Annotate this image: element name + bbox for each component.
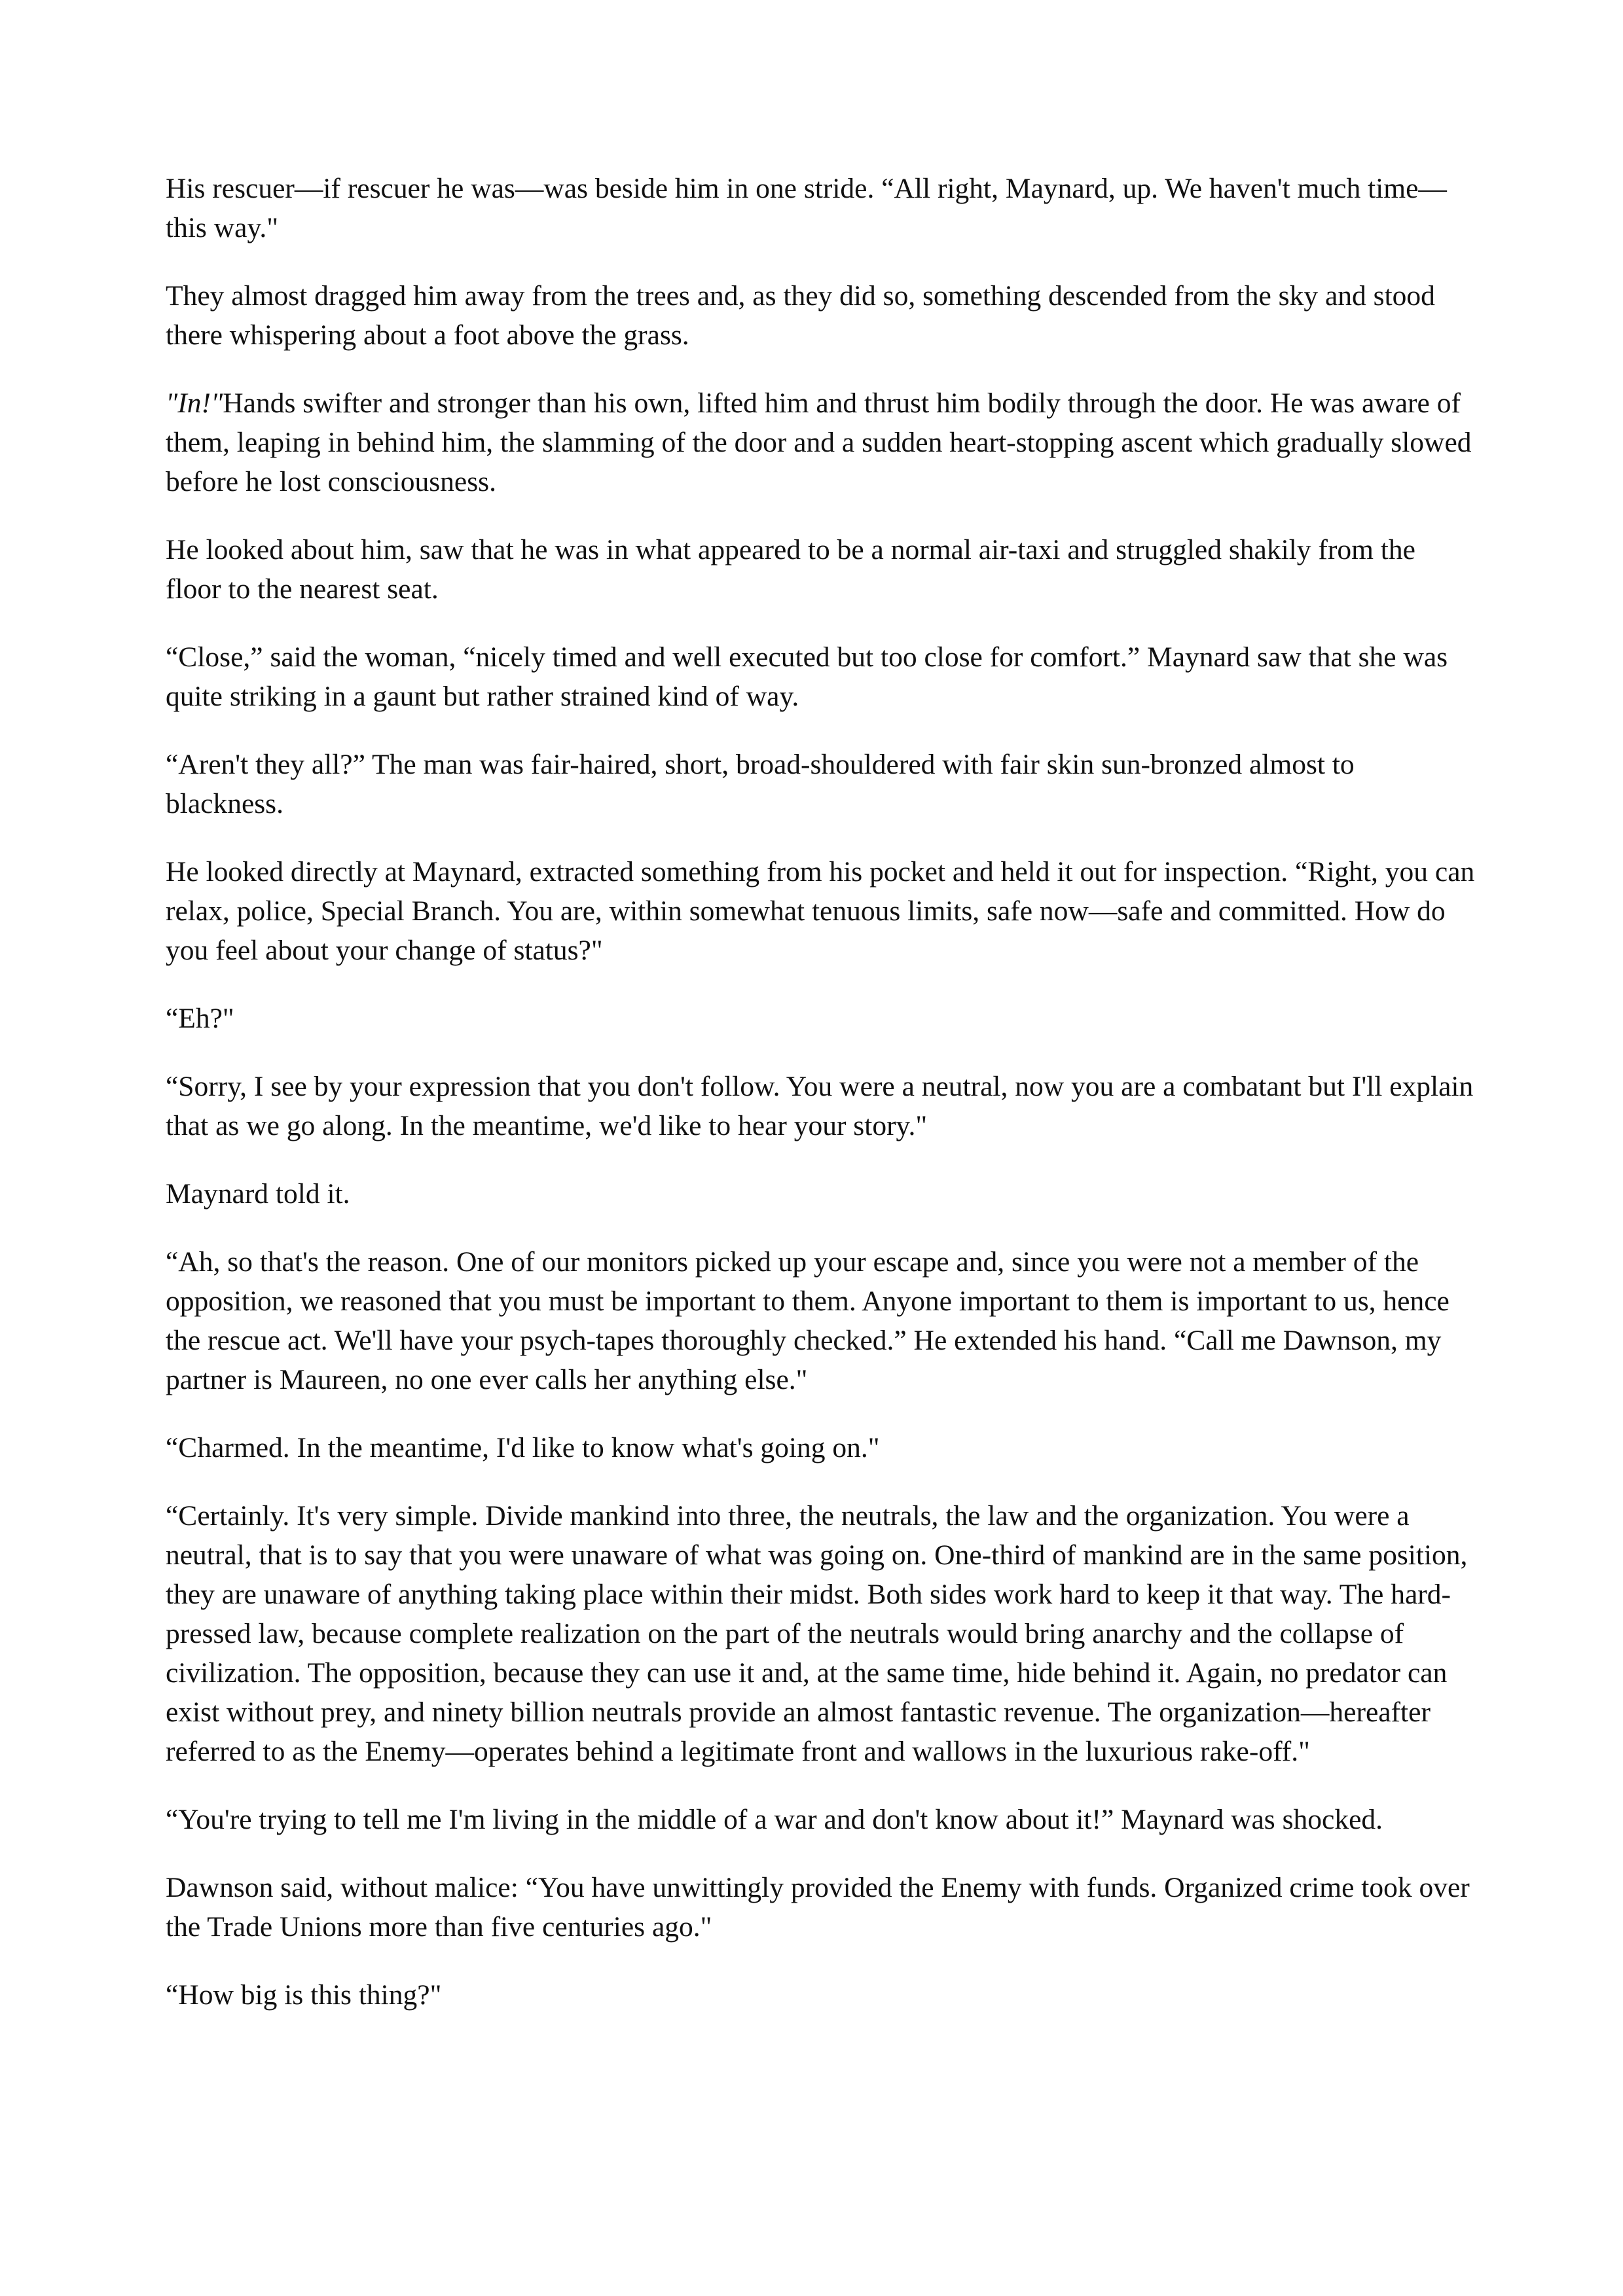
paragraph-3-italic-exclamation: "In!" (166, 387, 223, 419)
paragraph-10: Maynard told it. (166, 1178, 350, 1210)
paragraph-5: “Close,” said the woman, “nicely timed and well executed but too close for comfort.” Maynard saw that she was quite striking in a gaunt but rather strained kind of way. (166, 641, 1448, 712)
paragraph-9: “Sorry, I see by your expression that you don't follow. You were a neutral, now you are a combatant but I'll explain that as we go along. In the meantime, we'd like to hear your story." (166, 1071, 1474, 1141)
paragraph-15: Dawnson said, without malice: “You have unwittingly provided the Enemy with funds. Organized crime took over the Trade Unions more than five centuries ago." (166, 1872, 1470, 1943)
paragraph-16: “How big is this thing?" (166, 1979, 442, 2011)
paragraph-13: “Certainly. It's very simple. Divide mankind into three, the neutrals, the law and the organization. You were a neutral, that is to say that you were unaware of what was going on. One-third of mankind are in the same position, they are unaware of anything taking place within their midst. Both sides work hard to keep it that way. The hard-pressed law, because complete realization on the part of the neutrals would bring anarchy and the collapse of civilization. The opposition, because they can use it and, at the same time, hide behind it. Again, no predator can exist without prey, and ninety billion neutrals provide an almost fantastic revenue. The organization—hereafter referred to as the Enemy—operates behind a legitimate front and wallows in the luxurious rake-off." (166, 1500, 1468, 1767)
document-page (166, 169, 1475, 2043)
paragraph-3 (166, 384, 1475, 501)
paragraph-6: “Aren't they all?” The man was fair-haired, short, broad-shouldered with fair skin sun-bronzed almost to blackness. (166, 749, 1355, 819)
paragraph-3-text: Hands swifter and stronger than his own, lifted him and thrust him bodily through the door. He was aware of them, leaping in behind him, the slamming of the door and a sudden heart-stopping ascent which gradually slowed before he lost consciousness. (166, 387, 1472, 497)
paragraph-4: He looked about him, saw that he was in what appeared to be a normal air-taxi and struggled shakily from the floor to the nearest seat. (166, 534, 1415, 605)
paragraph-8: “Eh?" (166, 1003, 234, 1034)
paragraph-11: “Ah, so that's the reason. One of our monitors picked up your escape and, since you were not a member of the opposition, we reasoned that you must be important to them. Anyone important to them is important to us, hence the rescue act. We'll have your psych-tapes thoroughly checked.” He extended his hand. “Call me Dawnson, my partner is Maureen, no one ever calls her anything else." (166, 1246, 1450, 1395)
paragraph-7: He looked directly at Maynard, extracted something from his pocket and held it out for inspection. “Right, you can relax, police, Special Branch. You are, within somewhat tenuous limits, safe now—safe and committed. How do you feel about your change of status?" (166, 856, 1475, 966)
paragraph-2: They almost dragged him away from the trees and, as they did so, something descended from the sky and stood there whispering about a foot above the grass. (166, 280, 1435, 351)
paragraph-12: “Charmed. In the meantime, I'd like to know what's going on." (166, 1432, 880, 1463)
paragraph-1: His rescuer—if rescuer he was—was beside him in one stride. “All right, Maynard, up. We haven't much time—this way." (166, 173, 1447, 243)
paragraph-14: “You're trying to tell me I'm living in the middle of a war and don't know about it!” Maynard was shocked. (166, 1804, 1383, 1835)
